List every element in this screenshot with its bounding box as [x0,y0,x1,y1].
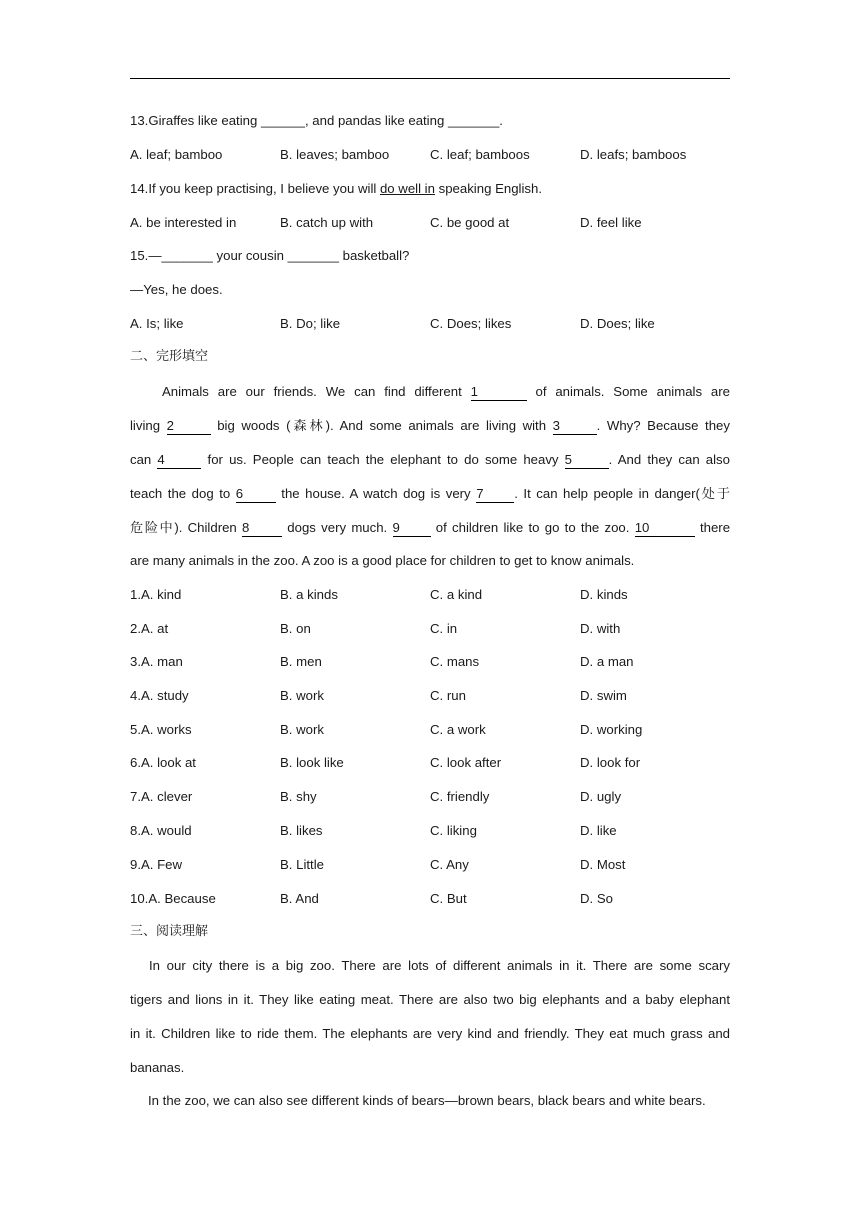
option-d: D. Most [580,857,626,872]
question-15-stem: 15.—_______ your cousin _______ basketball? [130,248,410,263]
option-d: D. kinds [580,587,628,602]
question-14-stem [130,179,730,199]
blank-4: 4 [157,452,201,469]
passage-text: the house. A watch dog is very [281,486,471,501]
option-c: C. look after [430,755,502,770]
option-d: D. Does; like [580,316,655,331]
blank-3: 3 [553,418,597,435]
blank-6: 6 [236,486,276,503]
option-c: C. leaf; bamboos [430,147,530,162]
option-d: D. feel like [580,215,642,230]
option-c: C. be good at [430,215,510,230]
passage-text: 危险中). Children [130,520,237,535]
option-d: D. ugly [580,789,622,804]
blank-9: 9 [393,520,431,537]
option-a: 3.A. man [130,654,183,669]
option-a: 10.A. Because [130,891,216,906]
passage-text: there [699,520,731,535]
cloze-line-1 [130,382,730,402]
option-d: D. leafs; bamboos [580,147,687,162]
option-a: 1.A. kind [130,587,182,602]
option-c: C. a work [430,722,486,737]
option-b: B. on [280,621,311,636]
passage-text: dogs very much. [287,520,388,535]
option-a: 5.A. works [130,722,192,737]
option-a: A. be interested in [130,215,237,230]
option-b: B. a kinds [280,587,338,602]
option-b: B. look like [280,755,344,770]
underlined-phrase: do well in [379,181,435,196]
passage-text: Animals are our friends. We can find different [162,384,462,399]
reading-line-2: tigers and lions in it. They like eating meat. There are also two big elephants and a baby elephant [130,992,730,1007]
blank-8: 8 [242,520,282,537]
option-c: C. friendly [430,789,490,804]
option-a: 8.A. would [130,823,192,838]
option-b: B. men [280,654,322,669]
option-d: D. swim [580,688,627,703]
option-b: B. leaves; bamboo [280,147,390,162]
option-b: B. shy [280,789,317,804]
passage-text: living [130,418,161,433]
option-a: A. leaf; bamboo [130,147,223,162]
cloze-line-3 [130,450,730,470]
passage-text: . Why? Because they [596,418,730,433]
passage-text: of animals. Some animals are [535,384,730,399]
blank-7: 7 [476,486,514,503]
option-d: D. look for [580,755,641,770]
option-d: D. working [580,722,643,737]
option-b: B. catch up with [280,215,374,230]
blank-10: 10 [635,520,695,537]
reading-line-4: bananas. [130,1060,185,1075]
section-3-heading: 三、阅读理解 [130,924,209,939]
option-d: D. like [580,823,617,838]
option-d: D. with [580,621,621,636]
blank-5: 5 [565,452,609,469]
stem-text: speaking English. [434,181,542,196]
option-c: C. a kind [430,587,483,602]
option-a: 4.A. study [130,688,189,703]
blank-2: 2 [167,418,211,435]
cloze-line-2 [130,416,730,436]
option-b: B. likes [280,823,323,838]
option-b: B. Little [280,857,324,872]
option-b: B. Do; like [280,316,341,331]
option-a: A. Is; like [130,316,184,331]
stem-text: 14.If you keep practising, I believe you will [130,181,380,196]
passage-text: big woods (森林). And some animals are living with [217,418,547,433]
option-c: C. Does; likes [430,316,512,331]
passage-text: . It can help people in danger(处于 [514,486,731,501]
option-a: 2.A. at [130,621,169,636]
option-a: 7.A. clever [130,789,193,804]
option-c: C. mans [430,654,480,669]
passage-text: can [130,452,152,467]
passage-text: teach the dog to [130,486,231,501]
reading-line-1: In our city there is a big zoo. There are lots of different animals in it. There are some scary [149,958,730,973]
option-a: 9.A. Few [130,857,183,872]
blank-1: 1 [471,384,527,401]
passage-text: for us. People can teach the elephant to do some heavy [207,452,559,467]
question-15-reply: —Yes, he does. [130,282,223,297]
option-b: B. And [280,891,319,906]
section-2-heading: 二、完形填空 [130,349,209,364]
passage-text: . And they can also [608,452,730,467]
cloze-line-6: are many animals in the zoo. A zoo is a good place for children to get to know animals. [130,553,635,568]
reading-line-3: in it. Children like to ride them. The elephants are very kind and friendly. They eat much grass and [130,1026,730,1041]
cloze-line-4 [130,484,730,504]
option-a: 6.A. look at [130,755,196,770]
option-c: C. in [430,621,458,636]
cloze-line-5 [130,518,730,538]
option-c: C. run [430,688,466,703]
option-c: C. But [430,891,467,906]
option-b: B. work [280,688,324,703]
header-rule [130,78,730,79]
option-b: B. work [280,722,324,737]
option-d: D. So [580,891,613,906]
option-d: D. a man [580,654,634,669]
option-c: C. Any [430,857,469,872]
option-c: C. liking [430,823,477,838]
reading-line-5: In the zoo, we can also see different kinds of bears—brown bears, black bears and white bears. [148,1093,706,1108]
passage-text: of children like to go to the zoo. [435,520,630,535]
question-13-stem: 13.Giraffes like eating ______, and pandas like eating _______. [130,113,503,128]
